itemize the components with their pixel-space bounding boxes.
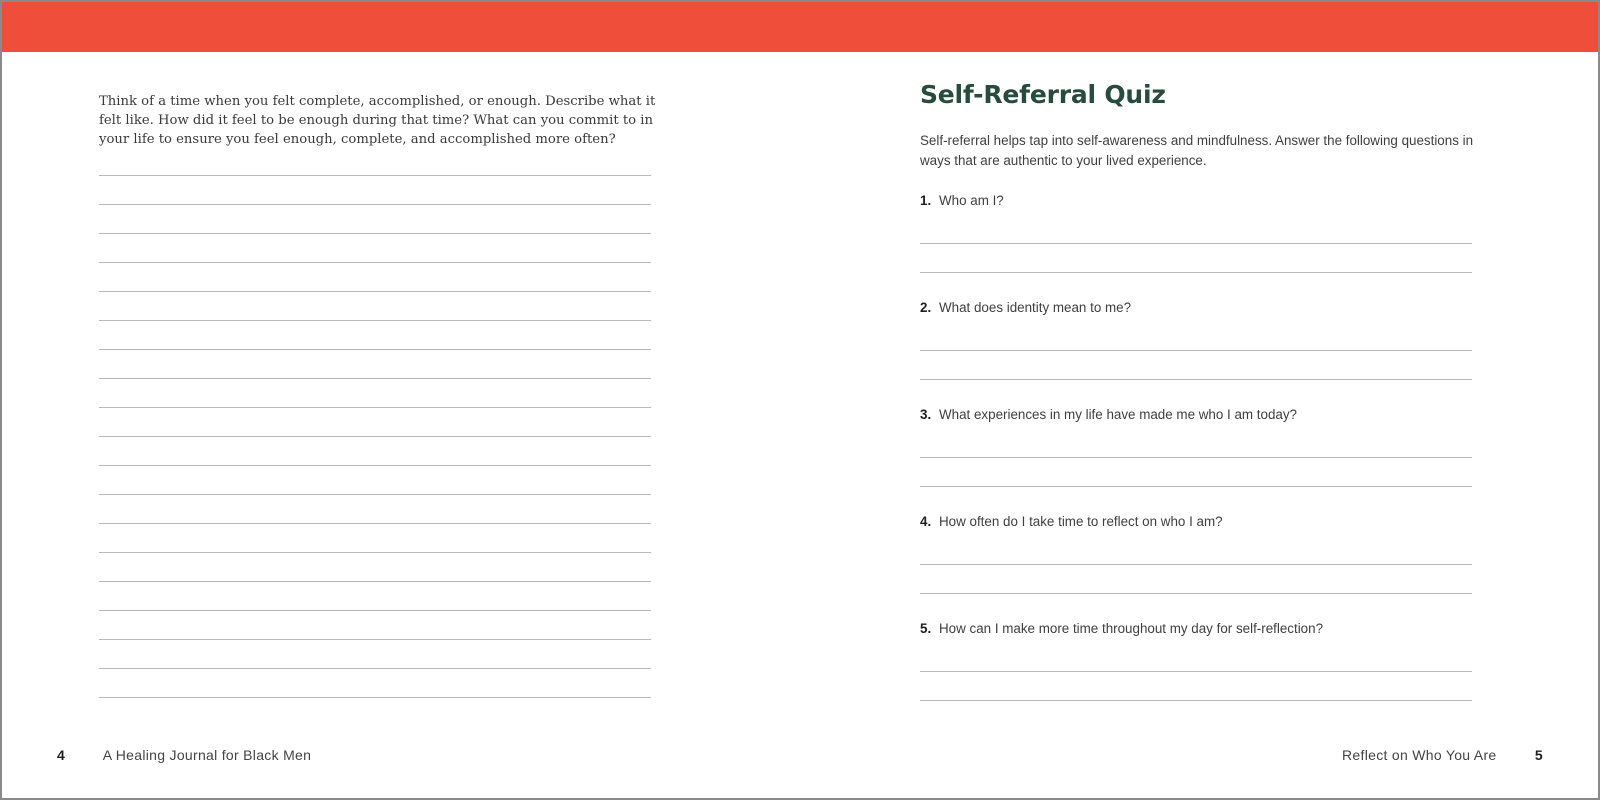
writing-line[interactable] <box>99 291 651 292</box>
left-page-number: 4 <box>57 747 66 763</box>
journal-prompt: Think of a time when you felt complete, accomplished, or enough. Describe what it felt like. How did it feel to be enough during that time? What can you commit to in your life to ensure you feel enough, complete, and accomplished more often? <box>99 94 656 147</box>
answer-line[interactable] <box>920 350 1472 351</box>
answer-lines-4 <box>920 536 1472 596</box>
question-text: What does identity mean to me? <box>939 300 1132 315</box>
question-number: 3. <box>920 407 932 422</box>
answer-line[interactable] <box>920 379 1472 380</box>
answer-line[interactable] <box>920 700 1472 701</box>
writing-line[interactable] <box>99 639 651 640</box>
question-1 <box>920 193 1480 208</box>
writing-line[interactable] <box>99 436 651 437</box>
writing-lines <box>99 2 651 798</box>
question-number: 4. <box>920 514 932 529</box>
question-text: How can I make more time throughout my day for self-reflection? <box>939 621 1324 636</box>
question-3 <box>920 407 1480 422</box>
writing-line[interactable] <box>99 233 651 234</box>
writing-line[interactable] <box>99 610 651 611</box>
answer-line[interactable] <box>920 243 1472 244</box>
answer-line[interactable] <box>920 272 1472 273</box>
answer-line[interactable] <box>920 457 1472 458</box>
writing-line[interactable] <box>99 552 651 553</box>
answer-line[interactable] <box>920 486 1472 487</box>
running-title: A Healing Journal for Black Men <box>102 747 312 763</box>
question-text: What experiences in my life have made me who I am today? <box>939 407 1297 422</box>
writing-line[interactable] <box>99 175 651 176</box>
quiz-title: Self-Referral Quiz <box>920 80 1166 109</box>
left-footer <box>57 747 311 763</box>
right-page-number: 5 <box>1534 747 1543 763</box>
writing-line[interactable] <box>99 697 651 698</box>
question-number: 1. <box>920 193 932 208</box>
answer-line[interactable] <box>920 564 1472 565</box>
question-5 <box>920 621 1480 636</box>
right-footer <box>1342 747 1543 763</box>
writing-line[interactable] <box>99 204 651 205</box>
question-number: 5. <box>920 621 932 636</box>
answer-lines-2 <box>920 322 1472 382</box>
answer-lines-1 <box>920 215 1472 275</box>
writing-line[interactable] <box>99 349 651 350</box>
right-page <box>800 2 1598 798</box>
writing-line[interactable] <box>99 262 651 263</box>
writing-line[interactable] <box>99 581 651 582</box>
answer-line[interactable] <box>920 593 1472 594</box>
writing-line[interactable] <box>99 494 651 495</box>
writing-line[interactable] <box>99 378 651 379</box>
writing-line[interactable] <box>99 320 651 321</box>
question-4 <box>920 514 1480 529</box>
left-page <box>2 2 800 798</box>
answer-lines-3 <box>920 429 1472 489</box>
answer-line[interactable] <box>920 671 1472 672</box>
writing-line[interactable] <box>99 668 651 669</box>
quiz-intro: Self-referral helps tap into self-awareness and mindfulness. Answer the following questions in ways that are authentic to your lived experience. <box>920 133 1474 168</box>
question-text: How often do I take time to reflect on who I am? <box>939 514 1223 529</box>
question-number: 2. <box>920 300 932 315</box>
writing-line[interactable] <box>99 523 651 524</box>
section-title: Reflect on Who You Are <box>1342 747 1497 763</box>
answer-lines-5 <box>920 643 1472 703</box>
question-text: Who am I? <box>939 193 1004 208</box>
writing-line[interactable] <box>99 407 651 408</box>
question-2 <box>920 300 1480 315</box>
writing-line[interactable] <box>99 465 651 466</box>
